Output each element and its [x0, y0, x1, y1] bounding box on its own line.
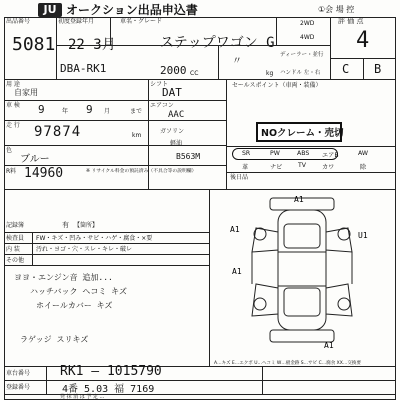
equip-sr: SR — [242, 150, 251, 157]
divider — [56, 45, 330, 46]
recycle-value: 14960 — [24, 166, 64, 181]
divider — [276, 17, 277, 45]
aircon-label: エアコン — [150, 102, 174, 109]
inspection-month: 9 — [86, 103, 93, 116]
drive-4wd: 4WD — [300, 34, 315, 41]
equipment-circle-mark — [232, 148, 338, 160]
sheet-title: オークション出品申込書 — [66, 3, 198, 17]
equip-tv: TV — [298, 162, 307, 169]
divider — [262, 366, 263, 394]
venue-copy-label: ①会 場 控 — [318, 5, 355, 14]
divider — [4, 120, 226, 121]
damage-mark-front: A1 — [294, 195, 304, 204]
note-line-4: ラゲッジ スリキズ — [20, 335, 89, 344]
logo-text: JU — [43, 3, 57, 16]
vehicle-no-label: 車台番号 — [6, 370, 31, 377]
use-value: 自家用 — [14, 88, 38, 97]
displacement-value: 2000 — [160, 64, 187, 77]
records-label: 記録簿 — [6, 222, 25, 229]
equip-leather: 革 — [242, 164, 249, 171]
dealer-label: ディーラー・並行 — [280, 52, 324, 58]
note-line-1: ヨヨ・エンジン音 追加... — [14, 273, 113, 282]
divider — [4, 189, 396, 190]
equip-kawa: カワ — [322, 164, 335, 171]
shift-value: DAT — [162, 86, 182, 99]
fuel-gasoline: ガソリン — [160, 128, 185, 135]
name-grade-value: ステップワゴン G — [160, 35, 275, 51]
name-grade-label: 車名・グレード — [120, 18, 163, 25]
recycle-note: ※ リサイクル料金の預託済み（不具合等の説明欄） — [86, 169, 197, 174]
damage-legend: A…キズ E…エクボ U…ヘコミ W…板金跡 S…サビ C…腐食 XX…交換要 — [214, 361, 361, 366]
divider — [4, 232, 209, 233]
first-reg-value: 22 3月 — [68, 37, 116, 53]
registration-value: 4番 5.03 福 7169 — [62, 384, 155, 395]
divider — [46, 366, 47, 394]
model-code: DBA-RK1 — [60, 62, 107, 75]
divider — [330, 17, 331, 79]
bottom-cut-text: 発 抹 消 は 予 定 ... — [60, 394, 105, 400]
drive-2wd: 2WD — [300, 20, 315, 27]
inspector-options: FW・キズ・凹み・サビ・ハゲ・腐食・×要 — [36, 235, 153, 242]
handle-label: ハンドル 左・右 — [280, 70, 321, 76]
cc-unit: CC — [190, 70, 199, 77]
divider — [363, 58, 364, 79]
inspection-month-unit: 月 — [104, 108, 111, 115]
aircon-value: AAC — [168, 110, 185, 120]
damage-mark-left-2: A1 — [232, 267, 242, 276]
other-label: その他 — [6, 257, 25, 264]
interior-label: 内 装 — [6, 246, 20, 253]
equip-airbag: エアB — [322, 152, 339, 159]
records-spare: 【箇所】 — [74, 222, 99, 229]
mileage-unit: km — [132, 132, 142, 139]
color-label: 色 — [6, 147, 13, 154]
recycle-label: R料 — [6, 168, 17, 175]
vehicle-no-value: RK1 — 1015790 — [60, 364, 162, 379]
equip-other: 除 — [360, 164, 367, 171]
registration-label: 登録番号 — [6, 384, 31, 391]
sales-point-label: セールスポイント（車両・装備） — [232, 82, 322, 89]
divider — [4, 254, 209, 255]
divider — [4, 243, 209, 244]
note-line-2: ハッチバック ヘコミ キズ — [30, 287, 127, 296]
divider — [226, 172, 396, 173]
equip-pw: PW — [270, 150, 280, 157]
divider — [226, 146, 396, 147]
score-value: 4 — [356, 28, 370, 53]
mileage-label: 走 行 — [6, 122, 20, 129]
divider — [32, 232, 33, 265]
inspection-year-unit: 年 — [62, 108, 69, 115]
shift-label: シフト — [150, 81, 169, 88]
logo — [38, 3, 62, 17]
no-claim-stamp — [256, 122, 342, 142]
score-label: 評 価 点 — [338, 17, 364, 25]
exterior-grade: B — [374, 62, 382, 76]
divider — [56, 17, 57, 79]
divider — [110, 17, 111, 45]
fuel-diesel: 軽油 — [170, 140, 183, 147]
note-line-3: ホイールカバー キズ — [36, 301, 113, 310]
damage-mark-right: U1 — [358, 231, 368, 240]
records-value: 有 — [62, 221, 69, 229]
color-value: ブルー — [20, 154, 50, 165]
lot-number: 5081 — [12, 34, 56, 55]
first-reg-label: 初度登録年月 — [58, 18, 95, 25]
damage-mark-left: A1 — [230, 225, 240, 234]
hw-mark: 〃 — [232, 56, 242, 67]
use-label: 用 途 — [6, 81, 20, 88]
divider — [4, 265, 209, 266]
divider — [218, 45, 219, 79]
divider — [209, 189, 210, 366]
inspection-label: 車 検 — [6, 102, 20, 109]
stamp-text: NOクレーム・売切 — [261, 128, 344, 139]
inspector-label: 検査員 — [6, 235, 25, 242]
interior-grade: C — [342, 62, 350, 76]
equip-aw: AW — [358, 150, 369, 157]
inspection-year: 9 — [38, 103, 45, 116]
equip-abs: ABS — [297, 150, 310, 157]
divider — [4, 79, 396, 80]
kg-unit: kg — [266, 70, 274, 77]
mileage-value: 97874 — [34, 124, 82, 140]
car-outline — [252, 198, 352, 342]
equip-navi: ナビ — [270, 164, 283, 171]
divider — [4, 145, 226, 146]
damage-mark-rear: A1 — [324, 341, 334, 350]
divider — [4, 100, 226, 101]
lot-label: 出品番号 — [6, 18, 31, 25]
after-items-label: 後日品 — [230, 174, 249, 181]
color-code: B563M — [176, 152, 201, 161]
car-damage-diagram — [212, 192, 392, 352]
interior-options: 汚れ・ヨゴ・穴・スレ・キレ・破レ — [36, 246, 132, 253]
inspection-until: まで — [130, 108, 143, 115]
